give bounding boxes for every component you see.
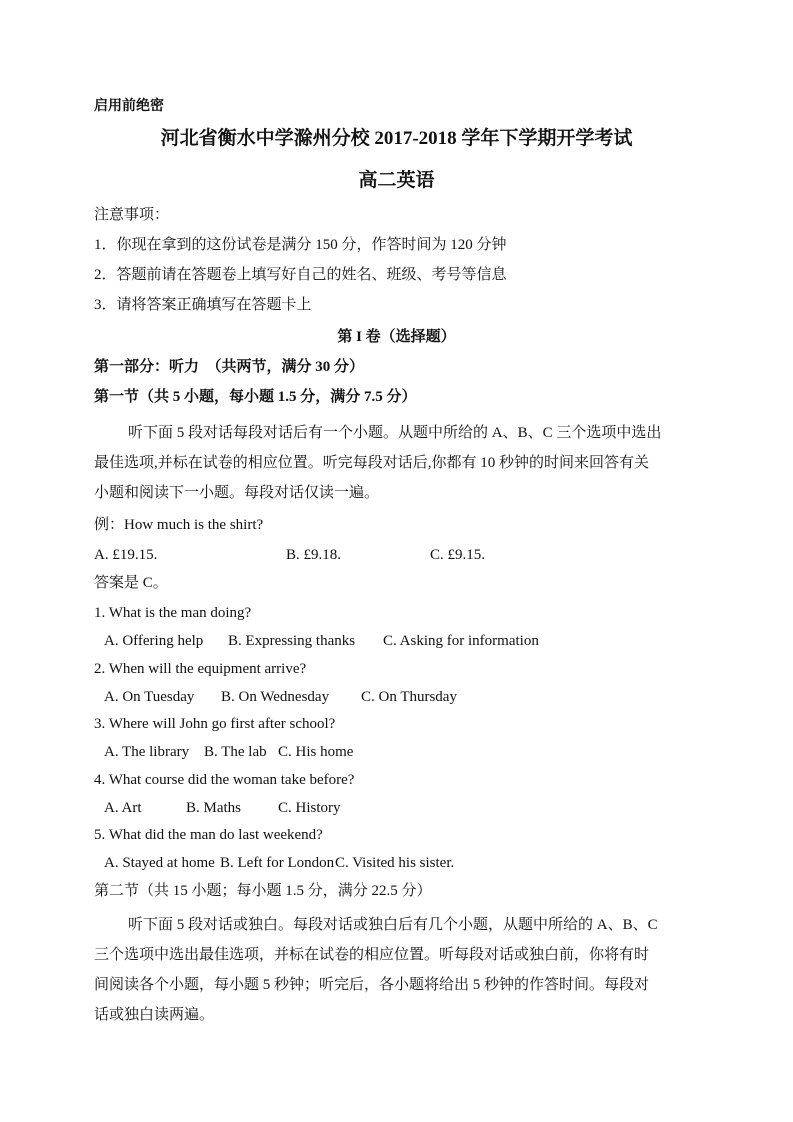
question-3: 3. Where will John go first after school?: [94, 716, 336, 732]
option-b: B. Expressing thanks: [228, 633, 356, 649]
section1-instructions-line: 最佳选项,并标在试卷的相应位置。听完每段对话后,你都有 10 秒钟的时间来回答有关: [94, 455, 650, 471]
section2-instructions-line: 话或独白读两遍。: [94, 1007, 215, 1023]
option-b: B. The lab: [204, 744, 267, 760]
option-a: A. The library: [104, 744, 190, 760]
option-a: A. Offering help: [104, 633, 204, 649]
part1-heading: 第一部分：听力 （共两节，满分 30 分）: [94, 359, 365, 375]
question-1: 1. What is the man doing?: [94, 605, 252, 621]
exam-title: 河北省衡水中学滁州分校 2017-2018 学年下学期开学考试: [160, 128, 633, 149]
option-c: C. His home: [278, 744, 354, 760]
option-c: C. On Thursday: [361, 689, 457, 705]
section2-heading: 第二节（共 15 小题；每小题 1.5 分，满分 22.5 分）: [94, 883, 432, 899]
example-option-b: B. £9.18.: [286, 547, 342, 563]
note-item: 3．请将答案正确填写在答题卡上: [94, 297, 312, 313]
section2-instructions-line: 听下面 5 段对话或独白。每段对话或独白后有几个小题，从题中所给的 A、B、C: [128, 917, 658, 933]
section2-instructions-line: 间阅读各个小题，每小题 5 秒钟；听完后，各小题将给出 5 秒钟的作答时间。每段对: [94, 977, 650, 993]
volume-heading: 第 I 卷（选择题）: [337, 329, 456, 345]
note-item: 2．答题前请在答题卷上填写好自己的姓名、班级、考号等信息: [94, 267, 507, 283]
example-option-c: C. £9.15.: [430, 547, 486, 563]
question-4: 4. What course did the woman take before?: [94, 772, 355, 788]
question-1-options: [104, 632, 539, 650]
example-option-a: A. £19.15.: [94, 547, 158, 563]
confidential-label: 启用前绝密: [94, 98, 164, 114]
section1-instructions-line: 小题和阅读下一小题。每段对话仅读一遍。: [94, 485, 380, 501]
question-2-options: [104, 688, 457, 706]
question-5: 5. What did the man do last weekend?: [94, 827, 323, 843]
option-a: A. On Tuesday: [104, 689, 195, 705]
question-4-options: [104, 799, 341, 817]
example-question: 例：How much is the shirt?: [94, 517, 264, 533]
option-c: C. History: [278, 800, 341, 816]
option-b: B. Left for London: [220, 855, 335, 871]
question-5-options: [104, 854, 454, 872]
example-answer: 答案是 C。: [94, 575, 168, 591]
option-b: B. Maths: [186, 800, 242, 816]
notes-heading: 注意事项：: [94, 207, 170, 223]
option-b: B. On Wednesday: [221, 689, 330, 705]
note-item: 1．你现在拿到的这份试卷是满分 150 分，作答时间为 120 分钟: [94, 237, 507, 253]
question-2: 2. When will the equipment arrive?: [94, 661, 307, 677]
example-options: [94, 546, 485, 564]
option-a: A. Stayed at home: [104, 855, 215, 871]
section1-heading: 第一节（共 5 小题，每小题 1.5 分，满分 7.5 分）: [94, 389, 417, 405]
option-a: A. Art: [104, 800, 142, 816]
option-c: C. Asking for information: [383, 633, 539, 649]
exam-subject: 高二英语: [358, 170, 435, 191]
question-3-options: [104, 743, 353, 761]
section1-instructions-line: 听下面 5 段对话每段对话后有一个小题。从题中所给的 A、B、C 三个选项中选出: [128, 425, 662, 441]
section2-instructions-line: 三个选项中选出最佳选项，并标在试卷的相应位置。听每段对话或独白前，你将有时: [94, 947, 650, 963]
option-c: C. Visited his sister.: [335, 855, 455, 871]
